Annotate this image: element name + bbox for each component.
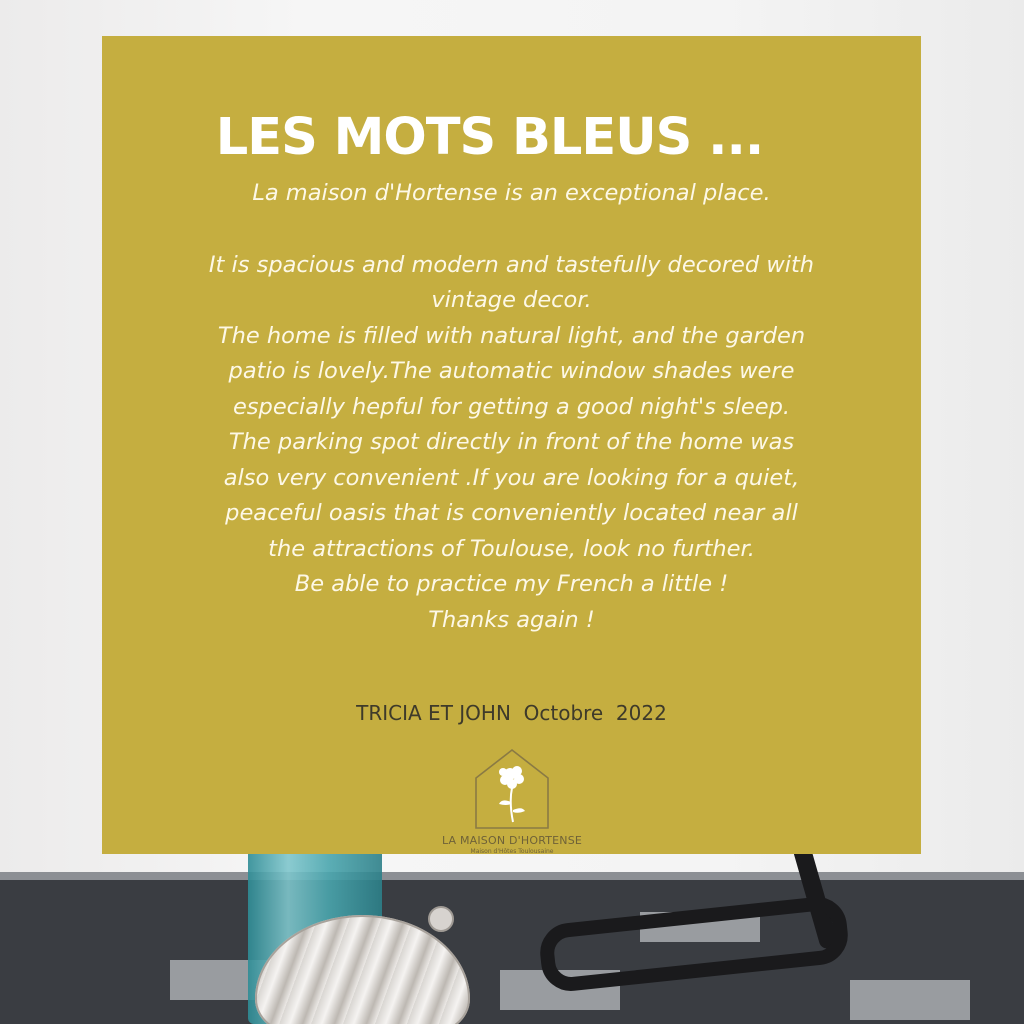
shell-dish-knob <box>428 906 454 932</box>
logo-tagline: Maison d'Hôtes Toulousaine <box>470 848 554 855</box>
review-card <box>102 36 921 854</box>
review-line: It is spacious and modern and tastefully decored with <box>208 251 815 278</box>
review-line: Be able to practice my French a little ! <box>294 571 729 597</box>
review-line: peaceful oasis that is conveniently located near all <box>225 500 798 526</box>
review-spacer <box>102 212 921 248</box>
table-tile <box>850 980 970 1020</box>
review-line: The home is filled with natural light, and the garden <box>217 322 806 349</box>
review-line: Thanks again ! <box>428 606 595 633</box>
house-flower-icon <box>472 744 552 832</box>
logo <box>412 744 612 854</box>
review-line: La maison d'Hortense is an exceptional place. <box>252 180 771 206</box>
review-line: vintage decor. <box>431 287 592 313</box>
review-line: especially hepful for getting a good night's sleep. <box>232 393 791 420</box>
review-line: also very convenient .If you are looking for a quiet, <box>223 464 800 491</box>
review-line: the attractions of Toulouse, look no further. <box>268 535 755 562</box>
review-text <box>102 176 921 638</box>
review-line: The parking spot directly in front of the home was <box>228 429 795 455</box>
headline: LES MOTS BLEUS ... <box>215 108 764 167</box>
signature: TRICIA ET JOHN Octobre 2022 <box>356 701 667 725</box>
background-photo <box>0 840 1024 1024</box>
logo-name: LA MAISON D'HORTENSE <box>441 834 583 847</box>
review-line: patio is lovely.The automatic window shades were <box>228 358 795 384</box>
